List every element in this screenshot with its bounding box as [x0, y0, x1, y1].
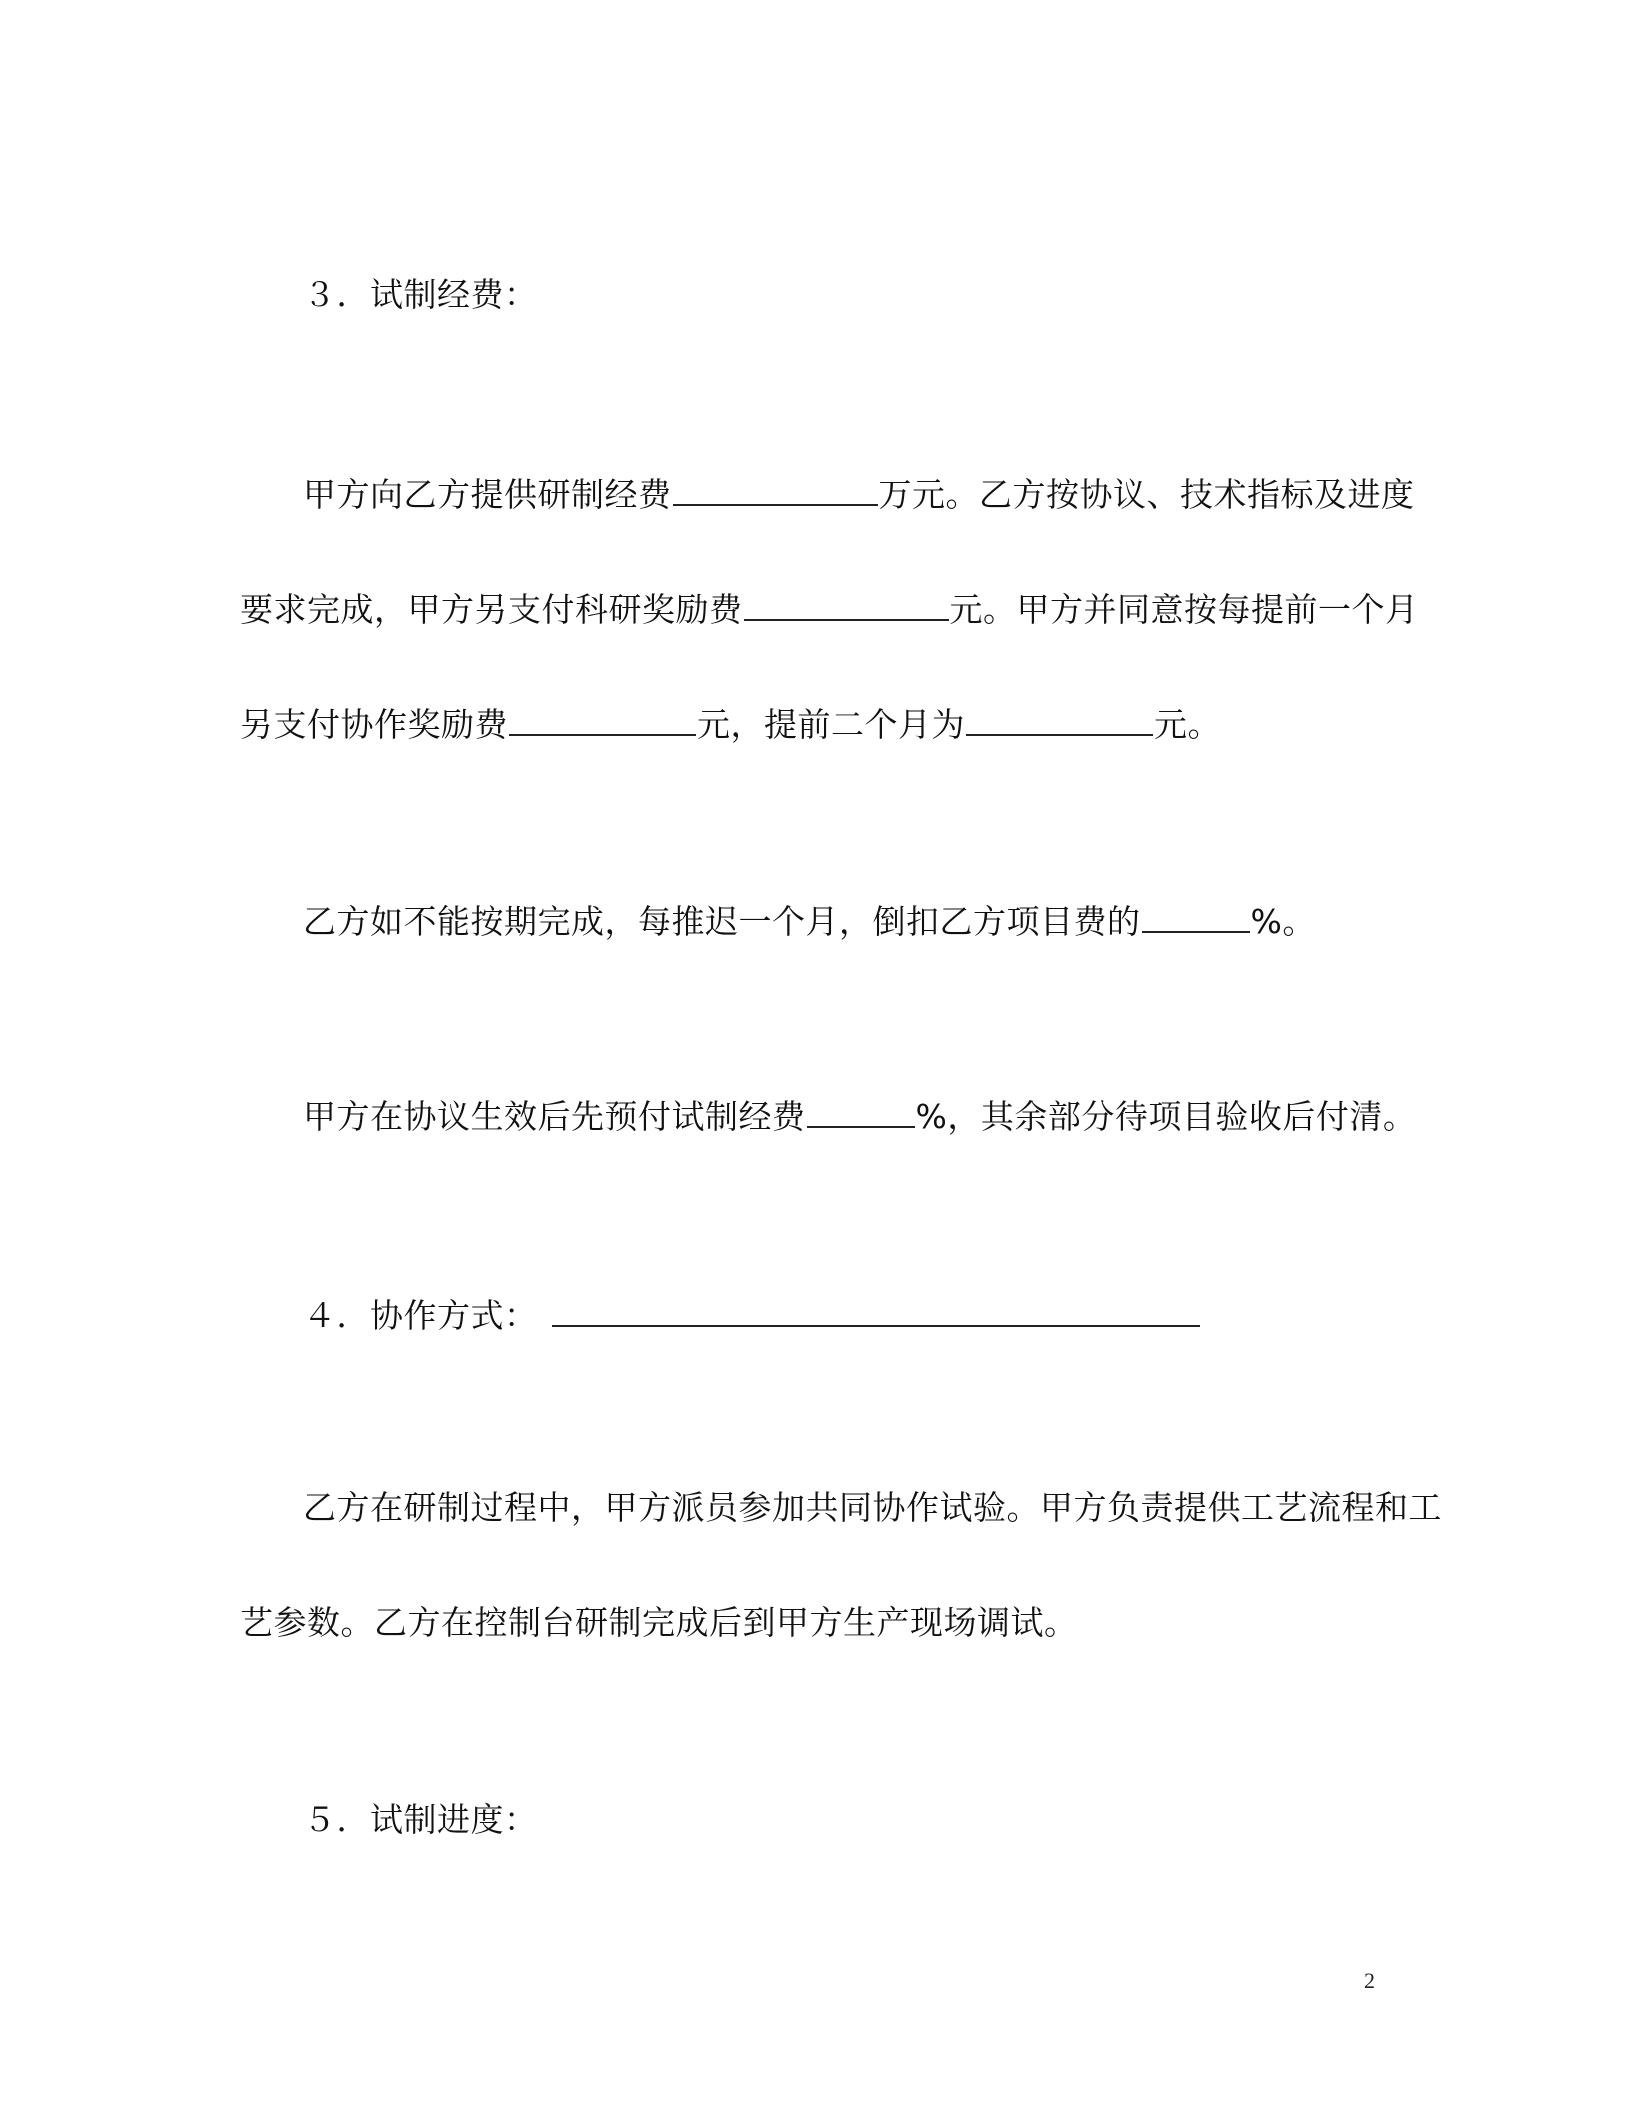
section-4-paragraph-1-line-2 [240, 1600, 1078, 1646]
section-3-paragraph-2 [303, 895, 1316, 945]
text-segment: 乙方在研制过程中，甲方派员参加共同协作试验。甲方负责提供工艺流程和工 [303, 1488, 1442, 1527]
section-3-heading [303, 272, 538, 318]
section-4-paragraph-1-line-1 [303, 1485, 1442, 1531]
section-4-heading-text: ４．协作方式： [303, 1296, 538, 1335]
page-number: 2 [1364, 1968, 1375, 1993]
section-5-heading [303, 1797, 538, 1843]
text-segment: 元。 [1154, 705, 1221, 744]
fill-in-blank-cooperation-method[interactable] [552, 1289, 1200, 1327]
text-segment: 艺参数。乙方在控制台研制完成后到甲方生产现场调试。 [240, 1603, 1078, 1642]
text-segment: 甲方在协议生效后先预付试制经费 [303, 1097, 806, 1136]
text-segment: 万元。乙方按协议、技术指标及进度 [878, 475, 1415, 514]
section-3-paragraph-3 [303, 1090, 1416, 1140]
fill-in-blank-research-bonus[interactable] [744, 583, 949, 621]
text-segment: 另支付协作奖励费 [240, 705, 508, 744]
text-segment: 元，提前二个月为 [697, 705, 965, 744]
section-3-paragraph-1-line-2 [240, 583, 1419, 633]
fill-in-blank-research-funds[interactable] [673, 468, 878, 506]
section-3-heading-text: ３．试制经费： [303, 275, 538, 314]
section-3-paragraph-1-line-1 [303, 468, 1415, 518]
fill-in-blank-delay-penalty-percent[interactable] [1142, 895, 1250, 933]
text-segment: 甲方向乙方提供研制经费 [303, 475, 672, 514]
text-segment: 乙方如不能按期完成，每推迟一个月，倒扣乙方项目费的 [303, 902, 1141, 941]
fill-in-blank-cooperation-bonus-two-months[interactable] [966, 698, 1153, 736]
text-segment: 元。甲方并同意按每提前一个月 [949, 590, 1419, 629]
text-segment: %。 [1250, 902, 1316, 941]
text-segment: %，其余部分待项目验收后付清。 [915, 1097, 1417, 1136]
section-3-paragraph-1-line-3 [240, 698, 1221, 748]
section-4-heading [303, 1289, 1201, 1339]
fill-in-blank-prepayment-percent[interactable] [807, 1090, 915, 1128]
text-segment: 要求完成，甲方另支付科研奖励费 [240, 590, 743, 629]
fill-in-blank-cooperation-bonus-one-month[interactable] [509, 698, 696, 736]
section-5-heading-text: ５．试制进度： [303, 1800, 538, 1839]
